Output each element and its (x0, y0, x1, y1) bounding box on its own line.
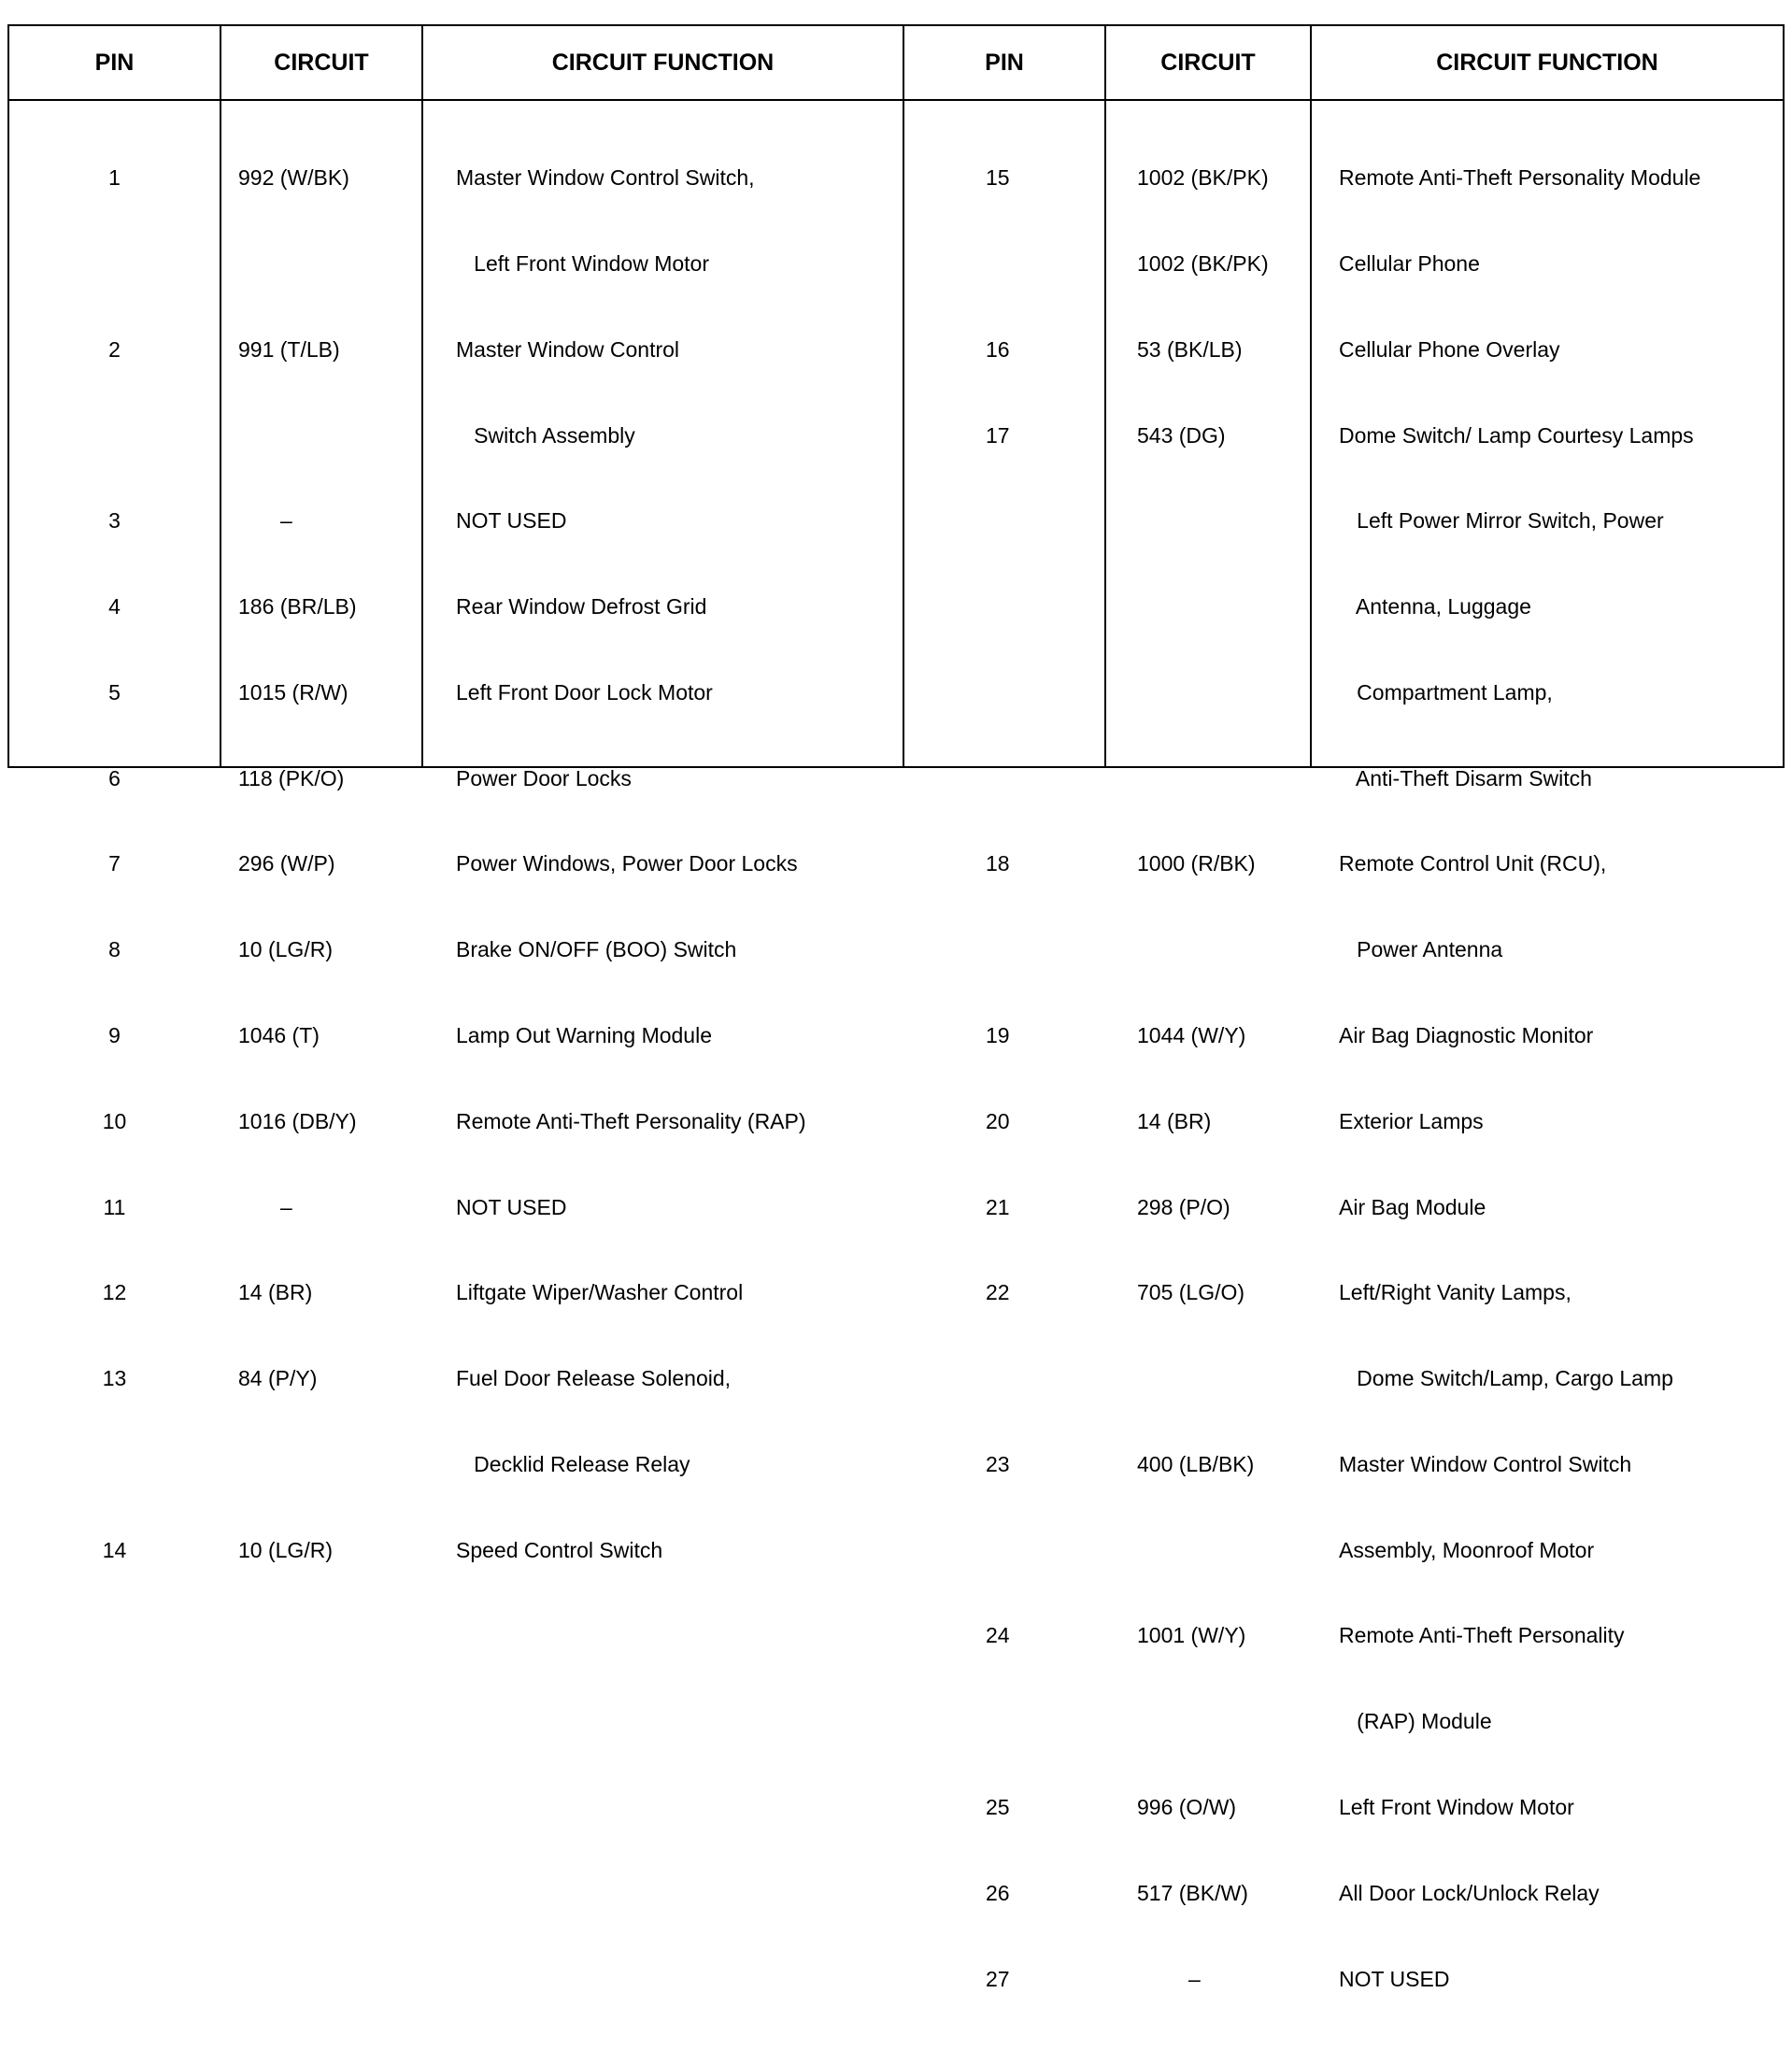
pin-cell: 4 (108, 594, 121, 619)
function-cell: Left Power Mirror Switch, Power (1339, 508, 1664, 534)
pin-cell: 3 (108, 508, 121, 534)
function-cell: Power Door Locks (456, 765, 632, 790)
circuit-cell (238, 421, 421, 450)
pin-cell: 7 (108, 851, 121, 876)
pin-cell: 15 (986, 165, 1010, 191)
circuit-cell: – (280, 508, 292, 534)
function-cell: Dome Switch/ Lamp Courtesy Lamps (1339, 422, 1694, 448)
circuit-cell: 296 (W/P) (238, 851, 335, 876)
circuit-cell (1137, 678, 1310, 707)
function-cell: Exterior Lamps (1339, 1108, 1484, 1133)
pin-cell (986, 1536, 1098, 1565)
column-divider (220, 26, 221, 766)
circuit-cell: 517 (BK/W) (1137, 1880, 1248, 1905)
circuit-cell: 1000 (R/BK) (1137, 851, 1256, 876)
function-cell: Left Front Window Motor (456, 250, 709, 276)
function-cell: (RAP) Module (1339, 1709, 1492, 1734)
pin-cell: 16 (986, 336, 1010, 362)
circuit-cell: 705 (LG/O) (1137, 1280, 1245, 1305)
circuit-cell: 14 (BR) (1137, 1108, 1212, 1133)
function-cell: Liftgate Wiper/Washer Control (456, 1280, 744, 1305)
function-cell: Speed Control Switch (456, 1537, 663, 1562)
function-cell: Antenna, Luggage (1339, 594, 1531, 619)
pin-cell: 25 (986, 1795, 1010, 1820)
circuit-cell: – (1188, 1966, 1201, 1991)
pin-cell (986, 1707, 1098, 1736)
circuit-cell: 991 (T/LB) (238, 336, 340, 362)
pin-cell (986, 678, 1098, 707)
function-cell: Switch Assembly (456, 422, 635, 448)
pin-cell: 10 (102, 1108, 127, 1133)
pin-cell: 17 (986, 422, 1010, 448)
pin-cell: 8 (108, 937, 121, 962)
circuit-cell (1137, 1364, 1310, 1393)
circuit-cell: 118 (PK/O) (238, 765, 345, 790)
circuit-cell (1137, 592, 1310, 621)
function-cell: Remote Control Unit (RCU), (1339, 851, 1607, 876)
left-pin-column (9, 107, 220, 1621)
pin-cell: 2 (108, 336, 121, 362)
circuit-cell (1137, 935, 1310, 964)
left-circuit-column (238, 107, 421, 1621)
circuit-cell: 992 (W/BK) (238, 165, 349, 191)
pin-cell (986, 764, 1098, 793)
circuit-cell: 186 (BR/LB) (238, 594, 357, 619)
circuit-cell (1137, 506, 1310, 535)
function-cell: NOT USED (456, 1194, 567, 1219)
function-cell: Dome Switch/Lamp, Cargo Lamp (1339, 1366, 1673, 1391)
pin-cell: 13 (102, 1366, 127, 1391)
circuit-cell (1137, 1536, 1310, 1565)
column-divider (1310, 26, 1312, 766)
pin-cell: 27 (986, 1966, 1010, 1991)
circuit-cell: 1016 (DB/Y) (238, 1108, 357, 1133)
pin-cell (9, 249, 220, 278)
function-cell: All Door Lock/Unlock Relay (1339, 1880, 1600, 1905)
function-cell: Remote Anti-Theft Personality Module (1339, 165, 1701, 191)
pin-cell (986, 506, 1098, 535)
pin-cell (9, 421, 220, 450)
function-cell: Cellular Phone Overlay (1339, 336, 1560, 362)
function-cell: Left Front Door Lock Motor (456, 679, 713, 705)
pin-cell: 20 (986, 1108, 1010, 1133)
left-function-column (456, 107, 895, 1621)
circuit-cell: 14 (BR) (238, 1280, 313, 1305)
pin-cell (9, 1450, 220, 1479)
function-cell: Anti-Theft Disarm Switch (1339, 765, 1592, 790)
pin-table (7, 24, 1785, 1991)
function-cell: Master Window Control Switch (1339, 1451, 1632, 1476)
pin-cell: 1 (108, 165, 121, 191)
function-cell: Master Window Control (456, 336, 680, 362)
pin-cell: 23 (986, 1451, 1010, 1476)
function-cell: NOT USED (456, 508, 567, 534)
pin-cell: 5 (108, 679, 121, 705)
circuit-cell: 53 (BK/LB) (1137, 336, 1243, 362)
circuit-cell: 84 (P/Y) (238, 1366, 318, 1391)
column-divider (421, 26, 423, 766)
circuit-cell: 10 (LG/R) (238, 937, 333, 962)
function-cell: Rear Window Defrost Grid (456, 594, 707, 619)
pin-cell: 18 (986, 851, 1010, 876)
pin-cell: 21 (986, 1194, 1010, 1219)
function-cell: Remote Anti-Theft Personality (1339, 1623, 1625, 1648)
circuit-cell: 1046 (T) (238, 1023, 320, 1047)
pin-cell: 14 (102, 1537, 127, 1562)
pin-cell (986, 935, 1098, 964)
pin-cell: 11 (103, 1194, 126, 1219)
circuit-cell: 1015 (R/W) (238, 679, 348, 705)
circuit-cell (238, 249, 421, 278)
column-divider-center (903, 26, 904, 766)
function-cell: NOT USED (1339, 1966, 1450, 1991)
circuit-cell: 1044 (W/Y) (1137, 1023, 1246, 1047)
function-cell: Remote Anti-Theft Personality (RAP) (456, 1108, 806, 1133)
function-cell: Fuel Door Release Solenoid, (456, 1366, 732, 1391)
function-cell: Air Bag Diagnostic Monitor (1339, 1023, 1594, 1047)
right-pin-column (986, 107, 1098, 2050)
column-divider (1104, 26, 1106, 766)
function-cell: Brake ON/OFF (BOO) Switch (456, 937, 737, 962)
function-cell: Assembly, Moonroof Motor (1339, 1537, 1595, 1562)
circuit-cell (1137, 764, 1310, 793)
function-cell: Air Bag Module (1339, 1194, 1486, 1219)
pin-cell: 26 (986, 1880, 1010, 1905)
header-divider (9, 99, 1783, 101)
pin-cell: 22 (986, 1280, 1010, 1305)
header-function-left: CIRCUIT FUNCTION (551, 49, 775, 76)
pin-cell (986, 1364, 1098, 1393)
function-cell: Master Window Control Switch, (456, 165, 755, 191)
pin-cell: 12 (102, 1280, 127, 1305)
pin-cell (986, 592, 1098, 621)
function-cell: Cellular Phone (1339, 250, 1480, 276)
right-function-column (1339, 107, 1783, 2050)
circuit-cell (238, 1450, 421, 1479)
pin-cell (986, 249, 1098, 278)
circuit-cell (1137, 1707, 1310, 1736)
circuit-cell: – (280, 1194, 292, 1219)
function-cell: Compartment Lamp, (1339, 679, 1553, 705)
circuit-cell: 1002 (BK/PK) (1137, 165, 1269, 191)
circuit-cell: 10 (LG/R) (238, 1537, 333, 1562)
circuit-cell: 996 (O/W) (1137, 1795, 1237, 1820)
pin-cell: 9 (108, 1023, 121, 1047)
circuit-cell: 1001 (W/Y) (1137, 1623, 1246, 1648)
function-cell: Left Front Window Motor (1339, 1795, 1574, 1820)
function-cell: Lamp Out Warning Module (456, 1023, 713, 1047)
function-cell: Power Antenna (1339, 937, 1503, 962)
pin-cell: 19 (986, 1023, 1010, 1047)
circuit-cell: 1002 (BK/PK) (1137, 250, 1269, 276)
circuit-cell: 543 (DG) (1137, 422, 1226, 448)
header-circuit-left: CIRCUIT (274, 49, 369, 76)
header-pin-right: PIN (985, 49, 1024, 76)
function-cell: Left/Right Vanity Lamps, (1339, 1280, 1572, 1305)
circuit-cell: 400 (LB/BK) (1137, 1451, 1255, 1476)
header-function-right: CIRCUIT FUNCTION (1436, 49, 1658, 76)
pin-cell: 6 (108, 765, 121, 790)
header-pin-left: PIN (94, 49, 135, 76)
circuit-cell: 298 (P/O) (1137, 1194, 1230, 1219)
right-circuit-column (1137, 107, 1310, 2050)
function-cell: Decklid Release Relay (456, 1451, 690, 1476)
pin-cell: 24 (986, 1623, 1010, 1648)
header-circuit-right: CIRCUIT (1160, 49, 1256, 76)
function-cell: Power Windows, Power Door Locks (456, 851, 798, 876)
